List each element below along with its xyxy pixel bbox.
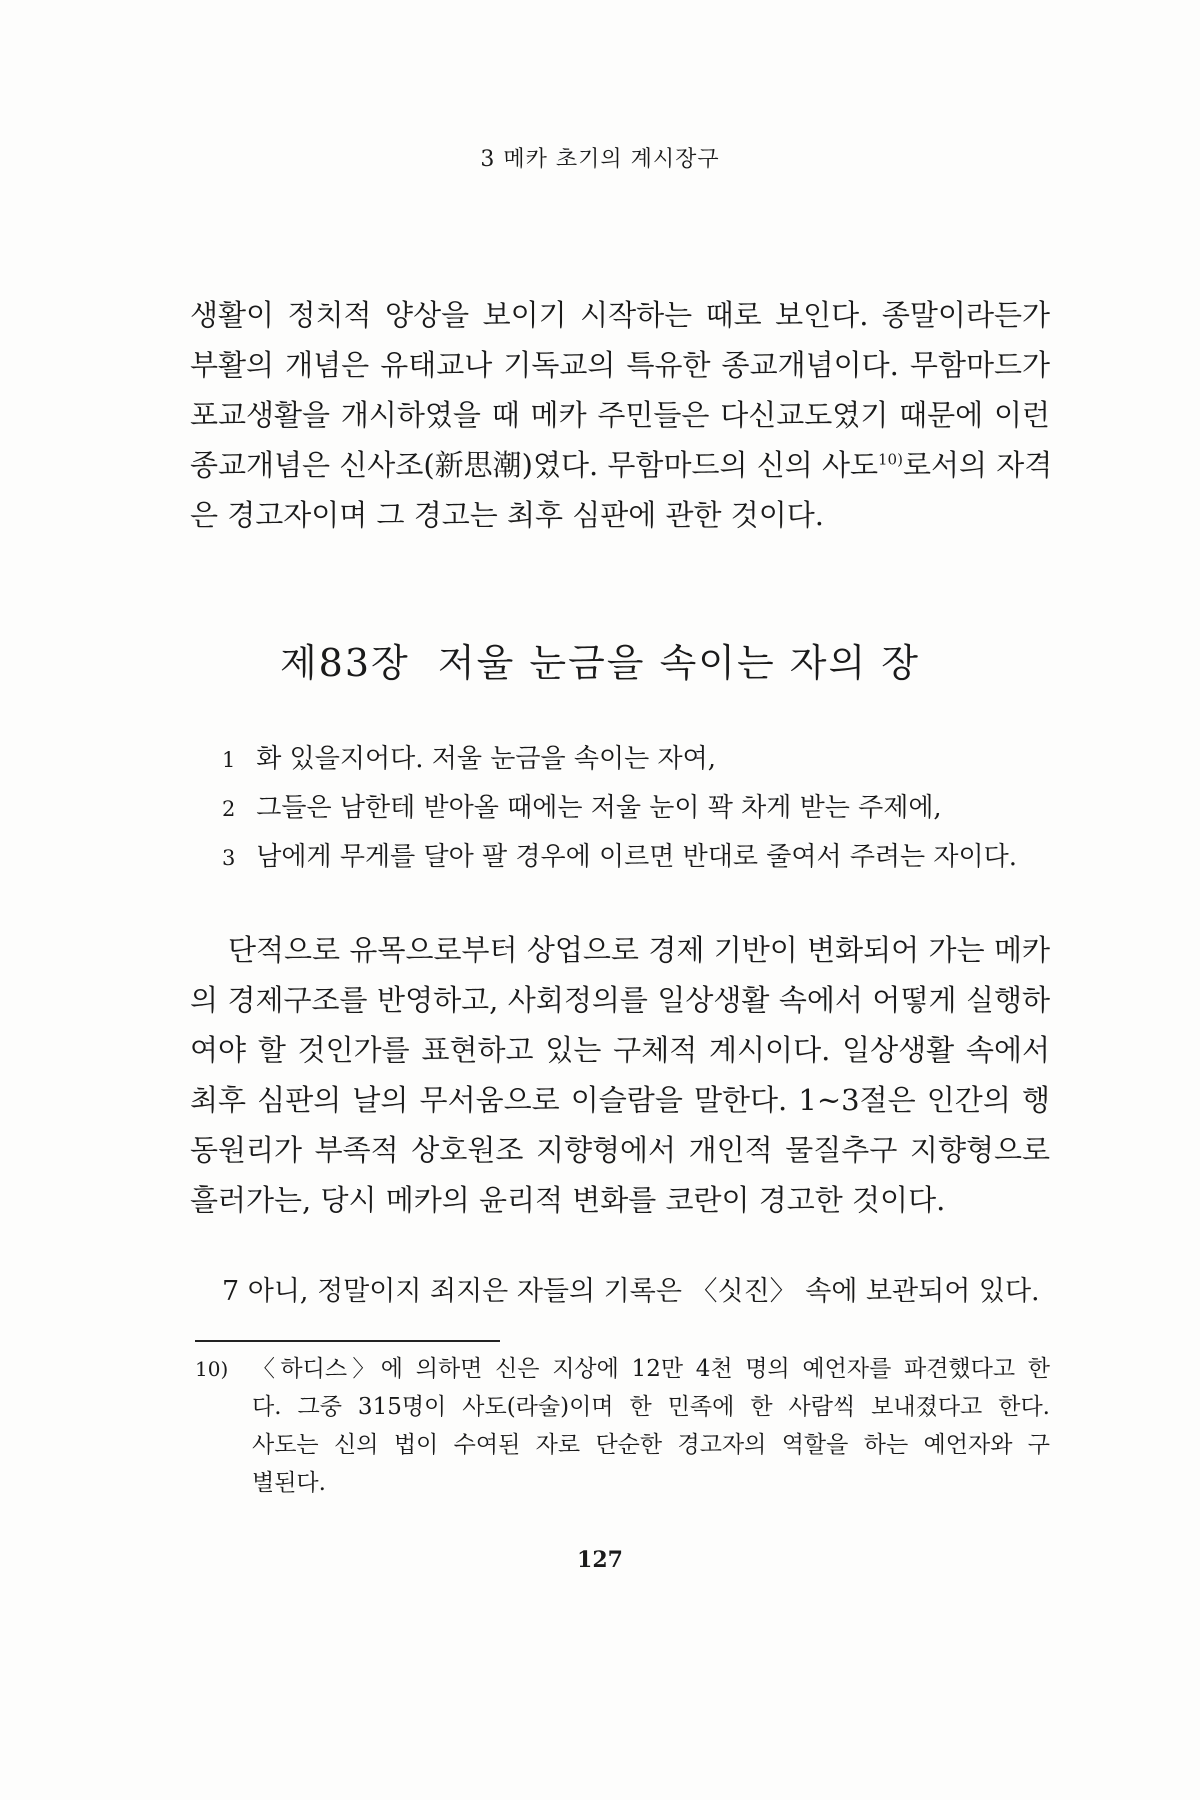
- intro-line-tail: 로서의 자격: [902, 448, 1053, 482]
- verse-text: 남에게 무게를 달아 팔 경우에 이르면 반대로 줄여서 주려는 자이다.: [256, 842, 1018, 872]
- intro-line: 생활이 정치적 양상을 보이기 시작하는 때로 보인다. 종말이라든가: [190, 298, 1050, 332]
- intro-line: 포교생활을 개시하였을 때 메카 주민들은 다신교도였기 때문에 이런: [190, 398, 1050, 432]
- footnote-line: 〈하디스〉에 의하면 신은 지상에 12만 4천 명의 예언자를 파견했다고 한: [252, 1356, 1050, 1382]
- commentary-line: 흘러가는, 당시 메카의 윤리적 변화를 코란이 경고한 것이다.: [190, 1183, 946, 1217]
- verse-text: 그들은 남한테 받아올 때에는 저울 눈이 꽉 차게 받는 주제에,: [256, 793, 942, 823]
- commentary-line: 여야 할 것인가를 표현하고 있는 구체적 계시이다. 일상생활 속에서: [190, 1033, 1050, 1067]
- intro-paragraph: [190, 290, 1053, 540]
- intro-line-with-footnote-ref: [190, 440, 1053, 490]
- commentary-line: 단적으로 유목으로부터 상업으로 경제 기반이 변화되어 가는 메카: [228, 933, 1050, 967]
- verse-number: 3: [222, 846, 236, 870]
- footnote: [195, 1350, 1050, 1502]
- footnote-line: 별된다.: [252, 1470, 326, 1496]
- commentary-line: 최후 심판의 날의 무서움으로 이슬람을 말한다. 1~3절은 인간의 행: [190, 1083, 1050, 1117]
- footnote-reference: 10): [878, 450, 903, 469]
- verse-item: [222, 735, 1042, 784]
- commentary-line: 의 경제구조를 반영하고, 사회정의를 일상생활 속에서 어떻게 실행하: [190, 983, 1050, 1017]
- verse-number: 2: [222, 797, 236, 821]
- footnote-line: 다. 그중 315명이 사도(라술)이며 한 민족에 한 사람씩 보내졌다고 한다.: [252, 1394, 1050, 1420]
- verse-text: 화 있을지어다. 저울 눈금을 속이는 자여,: [256, 744, 716, 774]
- verse-item: [222, 784, 1042, 833]
- intro-line: 은 경고자이며 그 경고는 최후 심판에 관한 것이다.: [190, 498, 825, 532]
- chapter-title: 제83장 저울 눈금을 속이는 자의 장: [279, 641, 921, 685]
- commentary-paragraph: [190, 925, 1050, 1225]
- running-head: 3 메카 초기의 계시장구: [480, 147, 720, 172]
- intro-line: 부활의 개념은 유태교나 기독교의 특유한 종교개념이다. 무함마드가: [190, 348, 1050, 382]
- verse-number: 1: [222, 748, 236, 772]
- intro-line-text: 종교개념은 신사조(新思潮)였다. 무함마드의 신의 사도: [190, 448, 878, 482]
- verse-item: [222, 833, 1042, 882]
- footnote-body: [252, 1350, 1050, 1502]
- footnote-line: 사도는 신의 법이 수여된 자로 단순한 경고자의 역할을 하는 예언자와 구: [252, 1432, 1050, 1458]
- verse-7: 7 아니, 정말이지 죄지은 자들의 기록은 〈싯진〉 속에 보관되어 있다.: [222, 1276, 1040, 1307]
- footnote-divider: [195, 1340, 500, 1342]
- commentary-line: 동원리가 부족적 상호원조 지향형에서 개인적 물질추구 지향형으로: [190, 1133, 1050, 1167]
- footnote-number: 10): [195, 1357, 229, 1381]
- page-number: 127: [577, 1547, 623, 1573]
- verse-list: [222, 735, 1042, 882]
